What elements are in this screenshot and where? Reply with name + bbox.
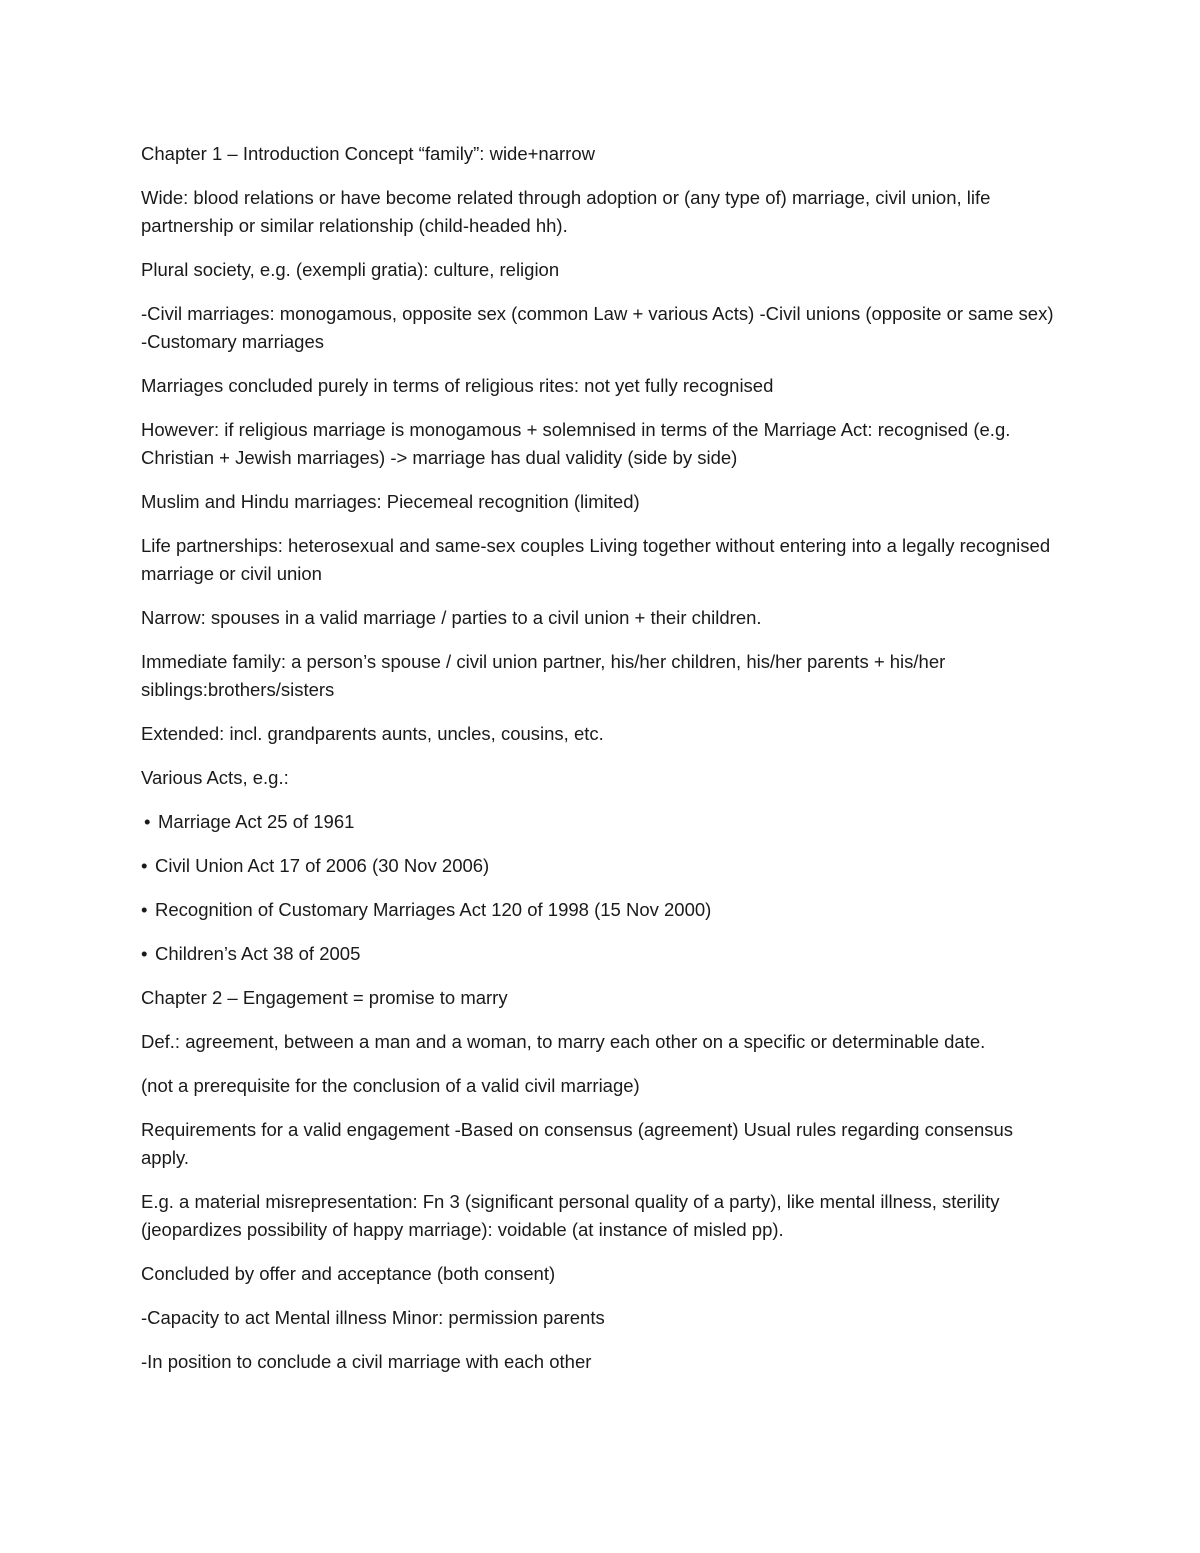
list-item-act (141, 808, 1061, 836)
paragraph-dual-validity: However: if religious marriage is monogamous + solemnised in terms of the Marriage Act: recognised (e.g. Christian + Jewish marriages) -> marriage has dual validity (side by side) (141, 419, 1011, 468)
act-label: Civil Union Act 17 of 2006 (30 Nov 2006) (155, 855, 490, 876)
paragraph-immediate-family: Immediate family: a person’s spouse / civil union partner, his/her children, his/her parents + his/her siblings:brothers/sisters (141, 651, 946, 700)
act-label: Children’s Act 38 of 2005 (155, 943, 361, 964)
paragraph-various-acts: Various Acts, e.g.: (141, 767, 289, 788)
paragraph-requirements: Requirements for a valid engagement -Based on consensus (agreement) Usual rules regarding consensus apply. (141, 1119, 1014, 1168)
act-label: Marriage Act 25 of 1961 (158, 811, 355, 832)
paragraph-engagement-definition: Def.: agreement, between a man and a woman, to marry each other on a specific or determinable date. (141, 1031, 986, 1052)
paragraph-extended-family: Extended: incl. grandparents aunts, uncles, cousins, etc. (141, 723, 604, 744)
list-item-act (141, 896, 1061, 924)
paragraph-offer-acceptance: Concluded by offer and acceptance (both consent) (141, 1263, 556, 1284)
paragraph-not-prerequisite: (not a prerequisite for the conclusion of a valid civil marriage) (141, 1075, 640, 1096)
paragraph-religious-rites: Marriages concluded purely in terms of religious rites: not yet fully recognised (141, 375, 774, 396)
paragraph-capacity: -Capacity to act Mental illness Minor: permission parents (141, 1307, 605, 1328)
chapter-2-heading: Chapter 2 – Engagement = promise to marry (141, 987, 508, 1008)
act-label: Recognition of Customary Marriages Act 120 of 1998 (15 Nov 2000) (155, 899, 712, 920)
list-item-act (141, 852, 1061, 880)
paragraph-misrepresentation: E.g. a material misrepresentation: Fn 3 (significant personal quality of a party), like mental illness, sterility (jeopardizes possibility of happy marriage): voidable (at instance of misled pp). (141, 1191, 1000, 1240)
list-item-act (141, 940, 1061, 968)
paragraph-marriage-types: -Civil marriages: monogamous, opposite sex (common Law + various Acts) -Civil unions (opposite or same sex) -Customary marriages (141, 303, 1054, 352)
bullet-icon: • (141, 943, 148, 964)
bullet-icon: • (144, 811, 151, 832)
document-body (141, 140, 1061, 1392)
bullet-icon: • (141, 899, 148, 920)
paragraph-muslim-hindu: Muslim and Hindu marriages: Piecemeal recognition (limited) (141, 491, 640, 512)
chapter-1-heading: Chapter 1 – Introduction Concept “family”: wide+narrow (141, 143, 595, 164)
paragraph-plural-society: Plural society, e.g. (exempli gratia): culture, religion (141, 259, 560, 280)
paragraph-life-partnerships: Life partnerships: heterosexual and same-sex couples Living together without entering into a legally recognised marriage or civil union (141, 535, 1051, 584)
paragraph-narrow-definition: Narrow: spouses in a valid marriage / parties to a civil union + their children. (141, 607, 762, 628)
paragraph-position: -In position to conclude a civil marriage with each other (141, 1351, 592, 1372)
paragraph-wide-definition: Wide: blood relations or have become related through adoption or (any type of) marriage, civil union, life partnership or similar relationship (child-headed hh). (141, 187, 991, 236)
bullet-icon: • (141, 855, 148, 876)
